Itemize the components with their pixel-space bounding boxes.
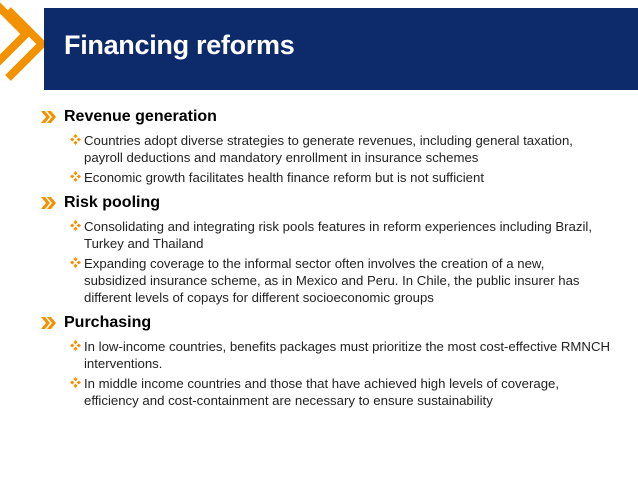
section-heading-row xyxy=(40,104,610,130)
slide-title: Financing reforms xyxy=(64,30,295,60)
section-revenue-generation xyxy=(40,104,610,186)
four-diamond-icon xyxy=(70,134,81,145)
bullet-text: In middle income countries and those that have achieved high levels of coverage, efficiency and cost-containment are necessary to ensure sustainability xyxy=(84,376,560,408)
section-heading: Revenue generation xyxy=(64,108,217,125)
bullet-text: Expanding coverage to the informal sector often involves the creation of a new, subsidized insurance scheme, as in Mexico and Peru. In Chile, the public insurer has different levels of copays for different socioeconomic groups xyxy=(84,256,580,305)
double-chevron-right-icon xyxy=(40,195,56,211)
section-risk-pooling xyxy=(40,190,610,306)
four-diamond-icon xyxy=(70,340,81,351)
bullet-item xyxy=(40,375,610,409)
bullet-item xyxy=(40,218,610,252)
four-diamond-icon xyxy=(70,257,81,268)
bullet-text: Consolidating and integrating risk pools features in reform experiences including Brazil, Turkey and Thailand xyxy=(84,219,592,251)
section-heading-row xyxy=(40,310,610,336)
bullet-text: In low-income countries, benefits packages must prioritize the most cost-effective RMNCH interventions. xyxy=(84,339,610,371)
four-diamond-icon xyxy=(70,171,81,182)
four-diamond-icon xyxy=(70,220,81,231)
double-chevron-right-icon xyxy=(40,315,56,331)
section-heading-row xyxy=(40,190,610,216)
section-heading: Purchasing xyxy=(64,314,152,331)
double-chevron-right-icon xyxy=(40,109,56,125)
bullet-item xyxy=(40,132,610,166)
bullet-item xyxy=(40,255,610,306)
content-area xyxy=(40,104,610,412)
section-heading: Risk pooling xyxy=(64,194,160,211)
bullet-text: Economic growth facilitates health finance reform but is not sufficient xyxy=(84,170,484,185)
bullet-text: Countries adopt diverse strategies to generate revenues, including general taxation, payroll deductions and mandatory enrollment in insurance schemes xyxy=(84,133,573,165)
bullet-list xyxy=(40,338,610,409)
bullet-list xyxy=(40,218,610,306)
bullet-item xyxy=(40,338,610,372)
bullet-list xyxy=(40,132,610,186)
bullet-item xyxy=(40,169,610,186)
section-purchasing xyxy=(40,310,610,409)
four-diamond-icon xyxy=(70,377,81,388)
